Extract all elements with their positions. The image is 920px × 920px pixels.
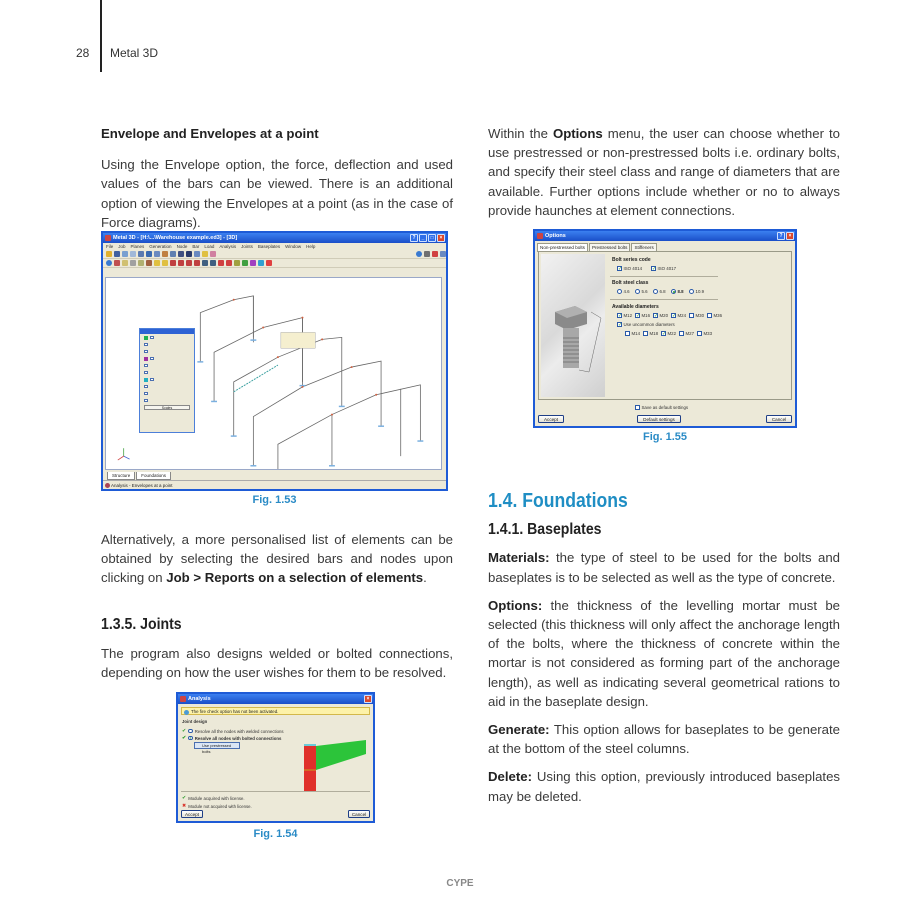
- pan-icon[interactable]: [162, 251, 168, 257]
- m12-label: M12: [623, 313, 633, 318]
- help-icon[interactable]: ?: [410, 234, 418, 242]
- default-settings-button[interactable]: Default settings: [637, 415, 681, 423]
- arrow-icon[interactable]: [186, 260, 192, 266]
- select-icon[interactable]: [202, 251, 208, 257]
- m24-label: M24: [677, 313, 687, 318]
- m14-checkbox[interactable]: [625, 331, 640, 336]
- globe-icon[interactable]: [416, 251, 422, 257]
- window-titlebar: [103, 233, 446, 243]
- zoom-out-icon[interactable]: [154, 251, 160, 257]
- status-icon: [105, 483, 110, 488]
- class-5-6-radio[interactable]: [635, 289, 648, 294]
- minimize-icon[interactable]: _: [419, 234, 427, 242]
- cross-icon: ✖: [182, 803, 187, 809]
- envelope-panel: [139, 328, 195, 433]
- legend-acquired: [182, 795, 245, 801]
- delete-label: Delete:: [488, 769, 532, 785]
- menu-generation[interactable]: Generation: [149, 244, 172, 249]
- menu-node[interactable]: Node: [176, 244, 188, 249]
- tooltip-box: [281, 332, 315, 348]
- m36-label: M36: [713, 313, 723, 318]
- options-label: Options:: [488, 597, 543, 613]
- maximize-icon[interactable]: □: [428, 234, 436, 242]
- check3-icon[interactable]: [258, 260, 264, 266]
- cancel-button[interactable]: Cancel: [766, 415, 792, 423]
- status-bar: [103, 480, 446, 489]
- m14-label: M14: [631, 331, 641, 336]
- materials-label: Materials:: [488, 550, 550, 566]
- save-default-checkbox[interactable]: [635, 405, 688, 410]
- menu-planes[interactable]: Planes: [130, 244, 145, 249]
- panel-item-deflection[interactable]: [140, 390, 194, 397]
- class-6-8-label: 6.8: [659, 289, 666, 294]
- menu-window[interactable]: Window: [285, 244, 302, 249]
- class-8-8-radio[interactable]: [671, 289, 684, 294]
- load-icon[interactable]: [146, 260, 152, 266]
- camera-icon[interactable]: [424, 251, 430, 257]
- warning-text: The fire check option has not been activated.: [191, 709, 279, 714]
- accept-button[interactable]: Accept: [181, 810, 203, 818]
- materials-text: the type of steel to be used for the bolts and baseplates is to be selected as well as the type of concrete.: [488, 550, 840, 585]
- panel-item-moment-z[interactable]: [140, 369, 194, 376]
- options-intro-paragraph: [488, 124, 840, 220]
- license-check-icon: ✔: [182, 735, 187, 741]
- grid-icon[interactable]: [122, 260, 128, 266]
- tools-icon[interactable]: [432, 251, 438, 257]
- options-intro-block: [488, 124, 840, 220]
- panel-item-torsion[interactable]: [140, 355, 194, 362]
- 3d-viewport[interactable]: [105, 277, 442, 470]
- generate-paragraph: [488, 720, 840, 758]
- materials-paragraph: [488, 548, 840, 586]
- generate-label: Generate:: [488, 722, 550, 738]
- tab-stiffeners[interactable]: Stiffeners: [631, 243, 656, 252]
- panel-item-stress[interactable]: [140, 397, 194, 404]
- license-check-icon: ✔: [182, 728, 187, 734]
- check2-icon[interactable]: [250, 260, 256, 266]
- page-number: 28: [76, 46, 90, 60]
- dialog-title: Analysis: [188, 696, 211, 702]
- beam2-icon[interactable]: [162, 260, 168, 266]
- dialog-titlebar: [178, 694, 373, 704]
- m27-checkbox[interactable]: [679, 331, 694, 336]
- class-6-8-radio[interactable]: [653, 289, 666, 294]
- panel-item-shear-y[interactable]: [140, 341, 194, 348]
- m16-label: M16: [641, 313, 651, 318]
- options-dialog-screenshot: [533, 229, 797, 428]
- save-default-label: Save as default settings: [641, 405, 689, 410]
- iso-4017-checkbox[interactable]: ✓ ISO 4017: [652, 266, 677, 272]
- generate-text: This option allows for baseplates to be generate at the bottom of the steel columns.: [488, 722, 840, 757]
- m12-checkbox[interactable]: ✓ M12: [618, 313, 633, 319]
- fire-check-warning: [181, 707, 370, 715]
- close-icon[interactable]: ×: [437, 234, 445, 242]
- snow-icon[interactable]: [130, 260, 136, 266]
- use-prestressed-bolts-checkbox[interactable]: Use prestressed bolts: [194, 742, 240, 749]
- wind-icon[interactable]: [138, 260, 144, 266]
- analysis-dialog-screenshot: [176, 692, 375, 823]
- axes-icon[interactable]: [194, 251, 200, 257]
- dialog-title: Options: [545, 233, 566, 239]
- open-icon[interactable]: [106, 251, 112, 257]
- layout-icon[interactable]: [440, 251, 446, 257]
- joint-3d-illustration: [298, 740, 368, 795]
- app-icon: [537, 233, 543, 239]
- class-4-6-radio[interactable]: [617, 289, 630, 294]
- joints-paragraph: The program also designs welded or bolted connections, depending on how the user wishes for them to be resolved.: [101, 646, 453, 681]
- menu-analysis[interactable]: Analysis: [219, 244, 237, 249]
- uncommon-diameters-label: Use uncommon diameters: [623, 322, 675, 327]
- m22-checkbox[interactable]: ✓ M22: [662, 331, 677, 337]
- tab-non-prestressed-bolts[interactable]: Non-prestressed bolts: [537, 243, 588, 252]
- bolted-label: Resolve all nodes with bolted connections: [194, 735, 282, 741]
- foundations-section: [488, 492, 840, 806]
- window-title: Metal 3D - [H:\...\Warehouse example.ed3] - [3D]: [113, 235, 238, 241]
- envelope-paragraph: Using the Envelope option, the force, deflection and used values of the bars can be viewed. There is an additional option of viewing the Envelopes at a point (as in the case of Force diagrams).: [101, 157, 453, 230]
- class-4-6-label: 4.6: [623, 289, 630, 294]
- diagram-icon[interactable]: [170, 260, 176, 266]
- tab-structure[interactable]: Structure: [107, 472, 135, 480]
- options-intro-text-1: Within the: [488, 126, 553, 141]
- info-icon: [184, 710, 189, 715]
- options-tab-pane: [538, 251, 792, 400]
- options-menu-name: Options: [552, 126, 603, 141]
- menu-bar: [103, 243, 446, 250]
- zoom-icon[interactable]: [138, 251, 144, 257]
- undo-icon[interactable]: [122, 251, 128, 257]
- m27-label: M27: [685, 331, 695, 336]
- delete-text: Using this option, previously introduced baseplates may be deleted.: [488, 769, 840, 804]
- divider: [610, 299, 718, 300]
- delete-paragraph: [488, 767, 840, 805]
- help-icon[interactable]: ?: [777, 232, 785, 240]
- panel-item-moment-y[interactable]: [140, 362, 194, 369]
- class-10-9-radio[interactable]: [689, 289, 704, 294]
- m24-checkbox[interactable]: ✓ M24: [672, 313, 687, 319]
- alt-end: .: [423, 570, 427, 586]
- redo-icon[interactable]: [130, 251, 136, 257]
- m30-label: M30: [695, 313, 705, 318]
- legend-not-acquired-text: Module not acquired with license.: [188, 803, 252, 809]
- class-8-8-label: 8.8: [677, 289, 684, 294]
- joint-design-label: Joint design: [182, 719, 208, 724]
- paint-icon[interactable]: [210, 251, 216, 257]
- options-paragraph: [488, 596, 840, 711]
- status-text: Analysis - Envelopes at a point: [111, 483, 173, 488]
- deflection-icon[interactable]: [194, 260, 200, 266]
- app-icon: [105, 235, 111, 241]
- menu-bar-item[interactable]: Bar: [192, 244, 200, 249]
- envelope2-icon[interactable]: [226, 260, 232, 266]
- cancel-button[interactable]: Cancel: [348, 810, 370, 818]
- section-icon[interactable]: [202, 260, 208, 266]
- view-icon[interactable]: [170, 251, 176, 257]
- iso-4014-label: ISO 4014: [623, 266, 643, 271]
- alternative-paragraph: [101, 530, 453, 588]
- tab-foundations[interactable]: Foundations: [136, 472, 171, 480]
- beam-icon[interactable]: [154, 260, 160, 266]
- options-intro-text-2: menu, the user can choose whether to use prestressed or non-prestressed bolts i.e. ordinary bolts, and specify their steel class and range of diameters that are available. Further options include whether or no to always provide haunches at element connections.: [488, 126, 840, 218]
- m18-label: M18: [649, 331, 659, 336]
- m20-label: M20: [659, 313, 669, 318]
- job-reports-menu-path: Job > Reports on a selection of elements: [166, 570, 424, 586]
- divider: [610, 276, 718, 277]
- welded-label: Resolve all the nodes with welded connections: [194, 728, 284, 734]
- alternative-paragraph-block: [101, 530, 453, 588]
- menu-load[interactable]: Load: [204, 244, 215, 249]
- bolt-series-label: Bolt series code: [612, 257, 651, 263]
- figure-55-caption: Fig. 1.55: [642, 431, 688, 443]
- legend-acquired-text: Module acquired with license.: [188, 795, 245, 801]
- alt-plain-text: Alternatively, a more personalised list of elements can be obtained by selecting the desired bars and nodes upon clicking on: [101, 532, 453, 586]
- zoom-in-icon[interactable]: [146, 251, 152, 257]
- class-10-9-label: 10.9: [695, 289, 705, 294]
- uncommon-diameters-checkbox[interactable]: ✓ Use uncommon diameters: [618, 322, 675, 328]
- tab-prestressed-bolts[interactable]: Prestressed bolts: [589, 243, 631, 252]
- legend-divider: [181, 791, 370, 792]
- panel-item-deflection-xz[interactable]: [140, 383, 194, 390]
- steel-class-label: Bolt steel class: [612, 280, 649, 286]
- print-icon[interactable]: [178, 251, 184, 257]
- m22-label: M22: [667, 331, 677, 336]
- render-icon[interactable]: [186, 251, 192, 257]
- stop-icon[interactable]: [266, 260, 272, 266]
- joint-icon[interactable]: [234, 260, 240, 266]
- save-icon[interactable]: [114, 251, 120, 257]
- toolbar-1: [103, 250, 446, 259]
- joints-section: [101, 615, 453, 683]
- table-icon[interactable]: [210, 260, 216, 266]
- m30-checkbox[interactable]: [689, 313, 704, 318]
- check-icon[interactable]: [242, 260, 248, 266]
- running-title: Metal 3D: [110, 46, 159, 60]
- class-5-6-label: 5.6: [641, 289, 648, 294]
- m33-label: M33: [703, 331, 713, 336]
- panel-item-axial[interactable]: [140, 334, 194, 341]
- iso-4017-label: ISO 4017: [657, 266, 677, 271]
- header-divider: [100, 0, 102, 72]
- welded-radio[interactable]: [188, 729, 193, 734]
- panel-item-shear-z[interactable]: [140, 348, 194, 355]
- m16-checkbox[interactable]: ✓ M16: [636, 313, 651, 319]
- menu-baseplates[interactable]: Baseplates: [257, 244, 281, 249]
- world-icon[interactable]: [106, 260, 112, 266]
- m36-checkbox[interactable]: [707, 313, 722, 318]
- m18-checkbox[interactable]: [643, 331, 658, 336]
- menu-job[interactable]: Job: [118, 244, 126, 249]
- envelope-section: [101, 124, 453, 232]
- foundations-heading: 1.4. Foundations: [488, 490, 628, 512]
- joints-heading: 1.3.5. Joints: [101, 616, 182, 633]
- menu-joints[interactable]: Joints: [241, 244, 253, 249]
- figure-53-caption: Fig. 1.53: [252, 494, 297, 506]
- diagram2-icon[interactable]: [178, 260, 184, 266]
- bolted-radio[interactable]: [188, 736, 193, 741]
- options-text: the thickness of the levelling mortar must be selected (this thickness will only affect the anchorage length of the bolts, where the thickness of concrete within the mortar is not considered as forming part of the anchorage length), as well as indicating several geometrical rations to aid in the baseplate design.: [488, 597, 840, 709]
- bolt-illustration: [541, 254, 605, 397]
- legend-not-acquired: [182, 803, 252, 809]
- accept-button[interactable]: Accept: [538, 415, 564, 423]
- scales-button[interactable]: Scales: [144, 405, 190, 410]
- metal3d-window-screenshot: [101, 231, 448, 491]
- check-icon: ✔: [182, 795, 187, 801]
- view-tabs: [107, 472, 171, 480]
- option-bolted[interactable]: [182, 735, 281, 741]
- envelope-heading: Envelope and Envelopes at a point: [101, 126, 319, 141]
- menu-file[interactable]: File: [106, 244, 114, 249]
- toolbar-2: [103, 259, 446, 268]
- figure-54-caption: Fig. 1.54: [253, 828, 298, 840]
- envelope-icon[interactable]: [218, 260, 224, 266]
- option-welded[interactable]: [182, 728, 284, 734]
- panel-item-deflection-xy[interactable]: [140, 376, 194, 383]
- footer-brand: CYPE: [446, 878, 474, 889]
- menu-help[interactable]: Help: [306, 244, 316, 249]
- baseplates-heading: 1.4.1. Baseplates: [488, 521, 602, 539]
- iso-4014-checkbox[interactable]: ✓ ISO 4014: [618, 266, 643, 272]
- close-icon[interactable]: ×: [786, 232, 794, 240]
- app-icon: [180, 696, 186, 702]
- dialog-titlebar: [535, 231, 795, 241]
- close-icon[interactable]: ×: [364, 695, 372, 703]
- bolt-icon: [541, 254, 605, 404]
- diameters-label: Available diameters: [612, 304, 659, 310]
- m20-checkbox[interactable]: ✓ M20: [654, 313, 669, 319]
- person-icon[interactable]: [114, 260, 120, 266]
- m33-checkbox[interactable]: [697, 331, 712, 336]
